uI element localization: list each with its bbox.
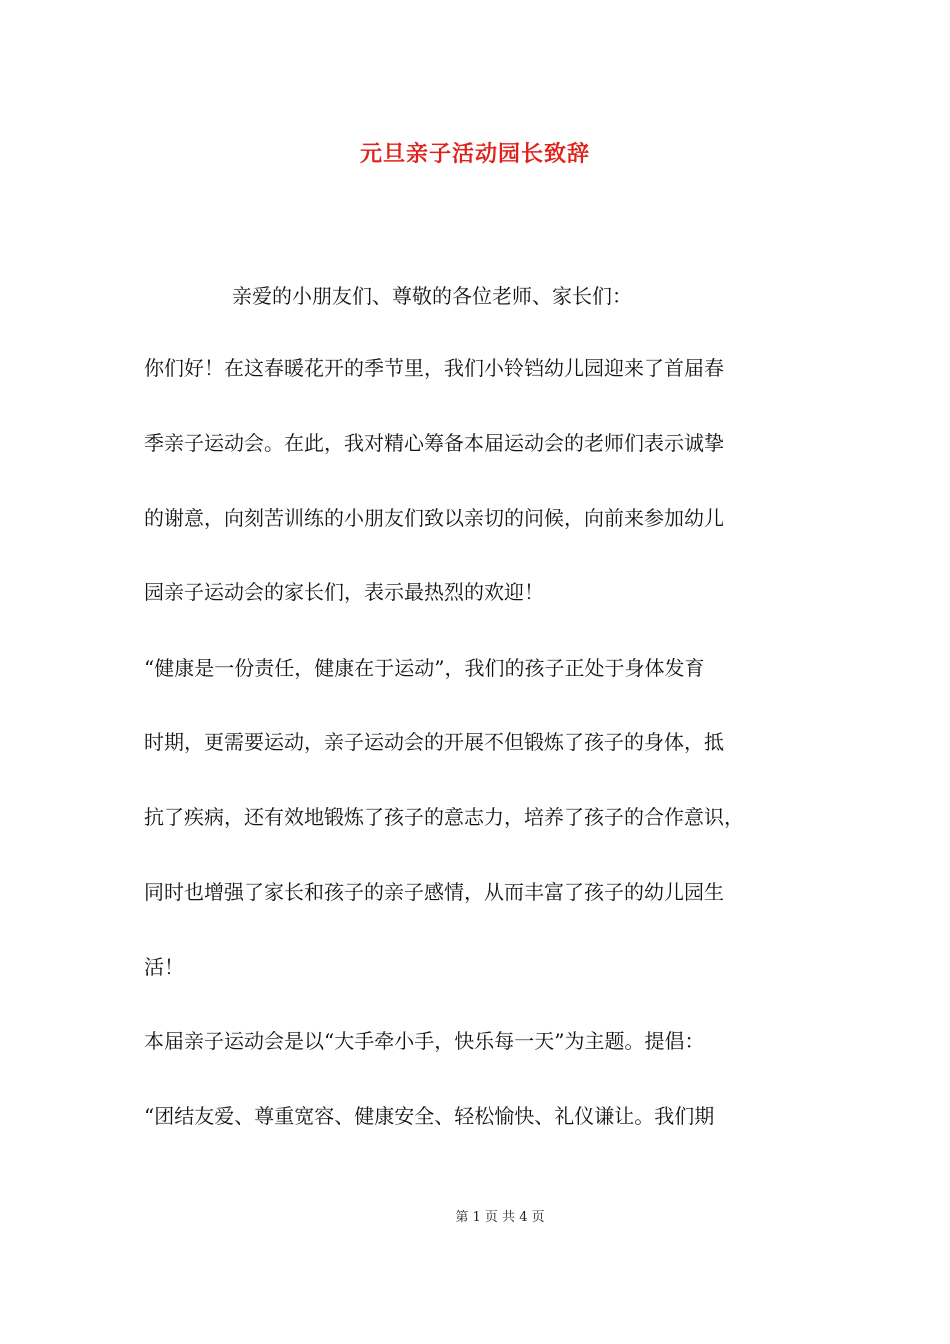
- body-line: 你们好！在这春暖花开的季节里，我们小铃铛幼儿园迎来了首届春: [144, 356, 724, 380]
- document-title: 元旦亲子活动园长致辞: [359, 141, 590, 167]
- body-line: 抗了疾病，还有效地锻炼了孩子的意志力，培养了孩子的合作意识，: [144, 805, 744, 829]
- body-line: 活！: [144, 955, 184, 979]
- body-line: 同时也增强了家长和孩子的亲子感情，从而丰富了孩子的幼儿园生: [144, 880, 724, 904]
- salutation-line: 亲爱的小朋友们、尊敬的各位老师、家长们：: [232, 284, 632, 308]
- body-line: 的谢意，向刻苦训练的小朋友们致以亲切的问候，向前来参加幼儿: [144, 506, 724, 530]
- page-footer: 第 1 页 共 4 页: [455, 1210, 545, 1225]
- body-line: “团结友爱、尊重宽容、健康安全、轻松愉快、礼仪谦让。我们期: [144, 1104, 715, 1128]
- body-line: “健康是一份责任，健康在于运动”，我们的孩子正处于身体发育: [144, 656, 705, 680]
- body-line: 园亲子运动会的家长们，表示最热烈的欢迎！: [144, 580, 544, 604]
- body-line: 季亲子运动会。在此，我对精心筹备本届运动会的老师们表示诚挚: [144, 431, 724, 455]
- body-line: 时期，更需要运动，亲子运动会的开展不但锻炼了孩子的身体，抵: [144, 730, 724, 754]
- body-line: 本届亲子运动会是以“大手牵小手，快乐每一天”为主题。提倡：: [144, 1029, 705, 1053]
